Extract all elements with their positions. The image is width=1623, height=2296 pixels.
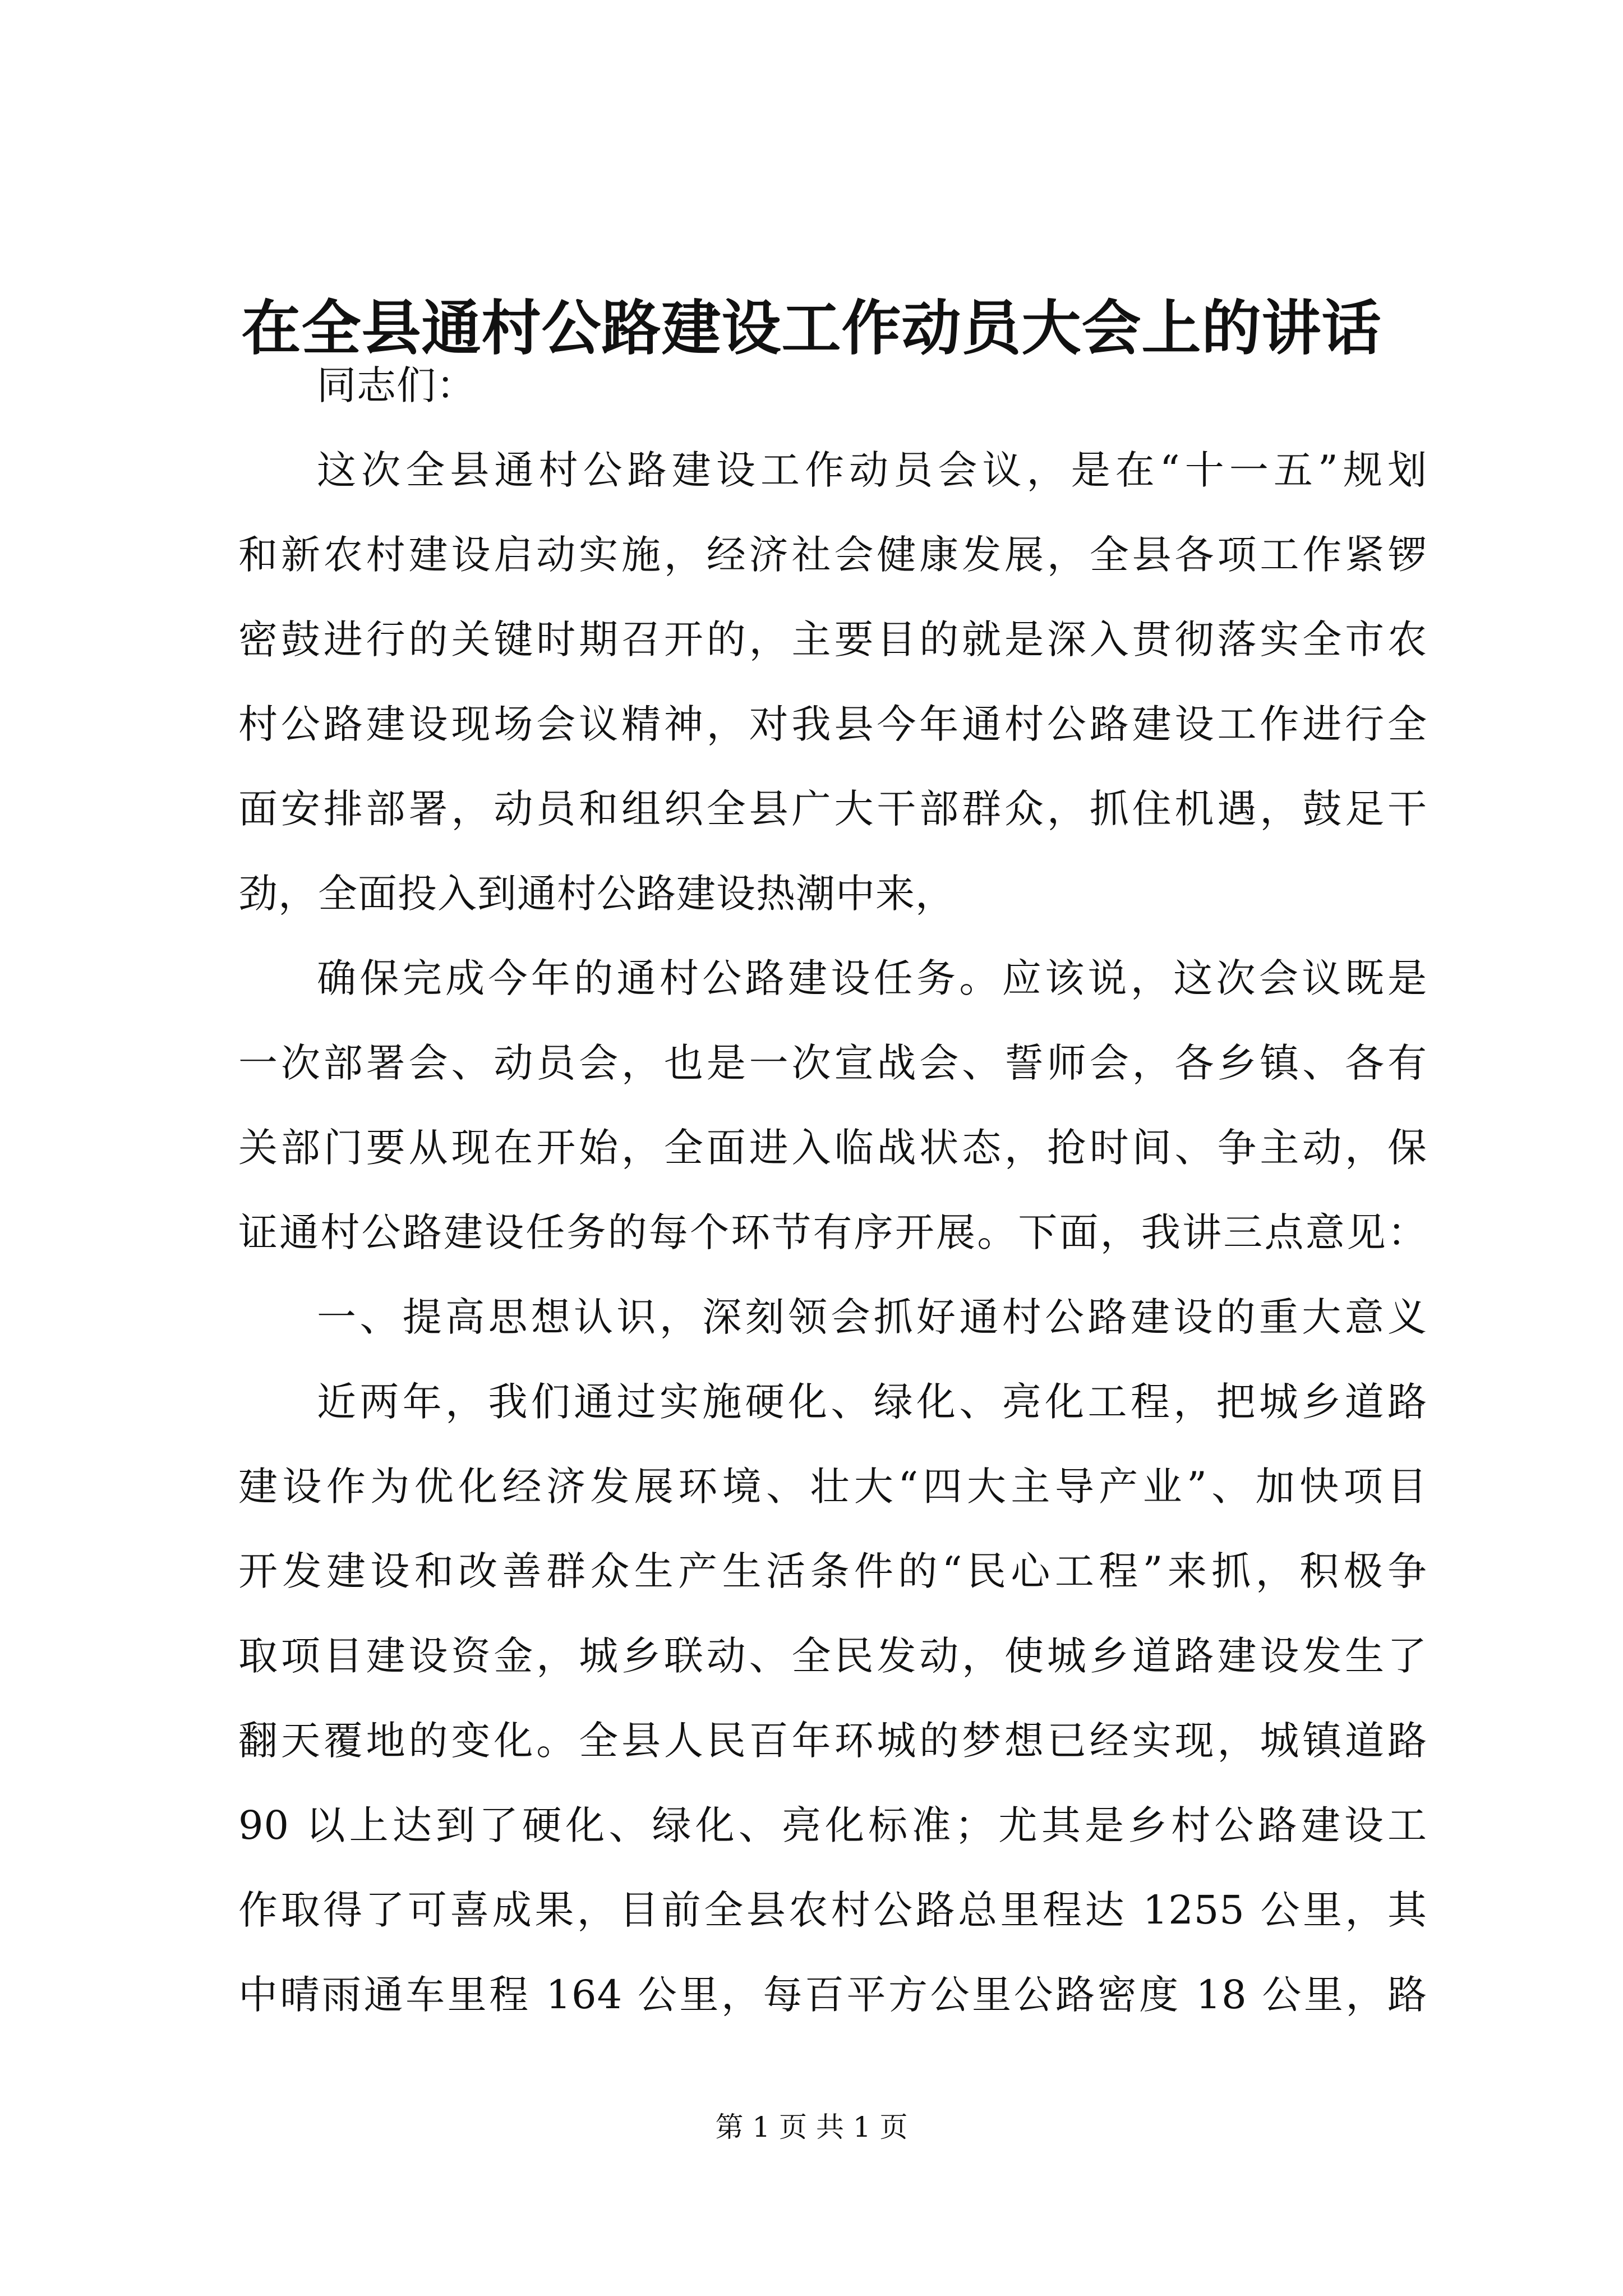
paragraph-line: 劲，全面投入到通村公路建设热潮中来， bbox=[238, 871, 955, 917]
paragraph-line: 一次部署会、动员会，也是一次宣战会、誓师会，各乡镇、各有 bbox=[238, 1040, 1427, 1086]
paragraph-line: 取项目建设资金，城乡联动、全民发动，使城乡道路建设发生了 bbox=[238, 1633, 1427, 1679]
paragraph-line: 这次全县通村公路建设工作动员会议，是在“十一五”规划 bbox=[317, 447, 1427, 493]
paragraph-line: 村公路建设现场会议精神，对我县今年通村公路建设工作进行全 bbox=[238, 701, 1427, 747]
paragraph-line: 和新农村建设启动实施，经济社会健康发展，全县各项工作紧锣 bbox=[238, 532, 1427, 578]
paragraph-line: 近两年，我们通过实施硬化、绿化、亮化工程，把城乡道路 bbox=[317, 1379, 1427, 1425]
paragraph-line: 确保完成今年的通村公路建设任务。应该说，这次会议既是 bbox=[317, 955, 1427, 1001]
paragraph-line: 作取得了可喜成果，目前全县农村公路总里程达 1255 公里，其 bbox=[238, 1887, 1427, 1933]
paragraph-line: 开发建设和改善群众生产生活条件的“民心工程”来抓，积极争 bbox=[238, 1548, 1427, 1594]
paragraph-line: 中晴雨通车里程 164 公里，每百平方公里公路密度 18 公里，路 bbox=[238, 1972, 1427, 2018]
paragraph-line: 90 以上达到了硬化、绿化、亮化标准；尤其是乡村公路建设工 bbox=[238, 1802, 1427, 1848]
page-footer: 第 1 页 共 1 页 bbox=[715, 2111, 908, 2143]
paragraph-line: 关部门要从现在开始，全面进入临战状态，抢时间、争主动，保 bbox=[238, 1125, 1427, 1171]
salutation-line: 同志们： bbox=[317, 362, 476, 408]
section-heading: 一、提高思想认识，深刻领会抓好通村公路建设的重大意义 bbox=[317, 1294, 1427, 1340]
paragraph-line: 面安排部署，动员和组织全县广大干部群众，抓住机遇，鼓足干 bbox=[238, 786, 1427, 832]
paragraph-line: 证通村公路建设任务的每个环节有序开展。下面，我讲三点意见： bbox=[238, 1209, 1427, 1255]
paragraph-line: 密鼓进行的关键时期召开的，主要目的就是深入贯彻落实全市农 bbox=[238, 616, 1427, 662]
paragraph-line: 翻天覆地的变化。全县人民百年环城的梦想已经实现，城镇道路 bbox=[238, 1718, 1427, 1764]
document-title: 在全县通村公路建设工作动员大会上的讲话 bbox=[241, 293, 1382, 363]
document-body bbox=[238, 343, 1427, 2037]
paragraph-line: 建设作为优化经济发展环境、壮大“四大主导产业”、加快项目 bbox=[238, 1464, 1427, 1510]
